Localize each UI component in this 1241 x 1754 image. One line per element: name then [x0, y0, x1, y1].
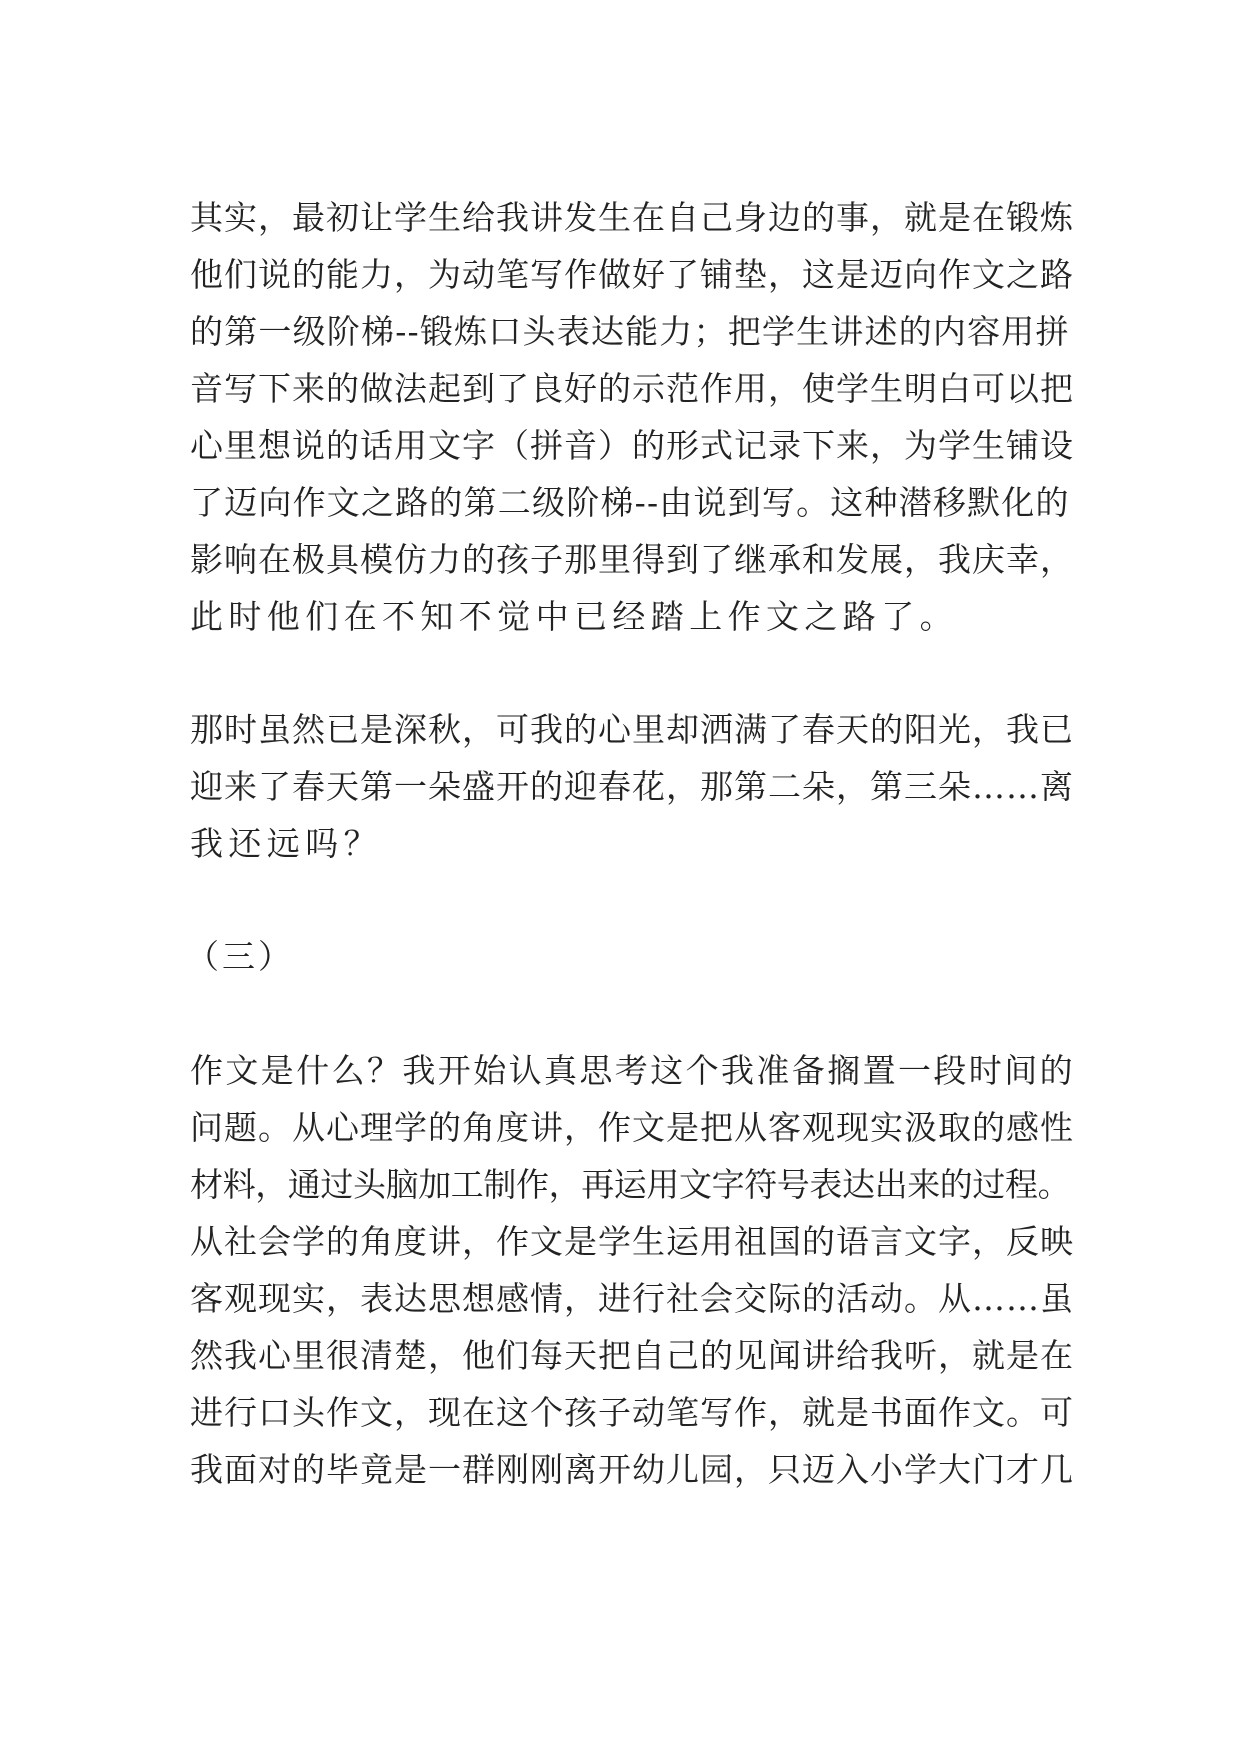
- text-line: 其实，最初让学生给我讲发生在自己身边的事，就是在锻炼: [190, 198, 1074, 237]
- section-heading: （三）: [186, 937, 294, 976]
- text-line: 从社会学的角度讲，作文是学生运用祖国的语言文字，反映: [190, 1222, 1074, 1261]
- text-line: 迎来了春天第一朵盛开的迎春花，那第二朵，第三朵……离: [190, 767, 1074, 806]
- text-line: 那时虽然已是深秋，可我的心里却洒满了春天的阳光，我已: [190, 710, 1074, 749]
- text-line: 他们说的能力，为动笔写作做好了铺垫，这是迈向作文之路: [190, 255, 1074, 294]
- text-line: 进行口头作文，现在这个孩子动笔写作，就是书面作文。可: [190, 1393, 1074, 1432]
- text-line: 材料，通过头脑加工制作，再运用文字符号表达出来的过程。: [190, 1165, 1071, 1204]
- text-line: 影响在极具模仿力的孩子那里得到了继承和发展，我庆幸，: [190, 540, 1074, 579]
- text-line: 了迈向作文之路的第二级阶梯--由说到写。这种潜移默化的: [190, 483, 1070, 522]
- text-line: 问题。从心理学的角度讲，作文是把从客观现实汲取的感性: [190, 1108, 1074, 1147]
- text-line: 我还远吗？: [190, 824, 382, 863]
- text-line: 音写下来的做法起到了良好的示范作用，使学生明白可以把: [190, 369, 1074, 408]
- text-line: 的第一级阶梯--锻炼口头表达能力；把学生讲述的内容用拼: [190, 312, 1070, 351]
- text-line: 心里想说的话用文字（拼音）的形式记录下来，为学生铺设: [190, 426, 1074, 465]
- text-line: 客观现实，表达思想感情，进行社会交际的活动。从……虽: [190, 1279, 1074, 1318]
- text-line: 我面对的毕竟是一群刚刚离开幼儿园，只迈入小学大门才几: [190, 1450, 1074, 1489]
- text-line: 此时他们在不知不觉中已经踏上作文之路了。: [190, 597, 958, 636]
- text-line: 然我心里很清楚，他们每天把自己的见闻讲给我听，就是在: [190, 1336, 1074, 1375]
- text-line: 作文是什么？我开始认真思考这个我准备搁置一段时间的: [190, 1051, 1075, 1090]
